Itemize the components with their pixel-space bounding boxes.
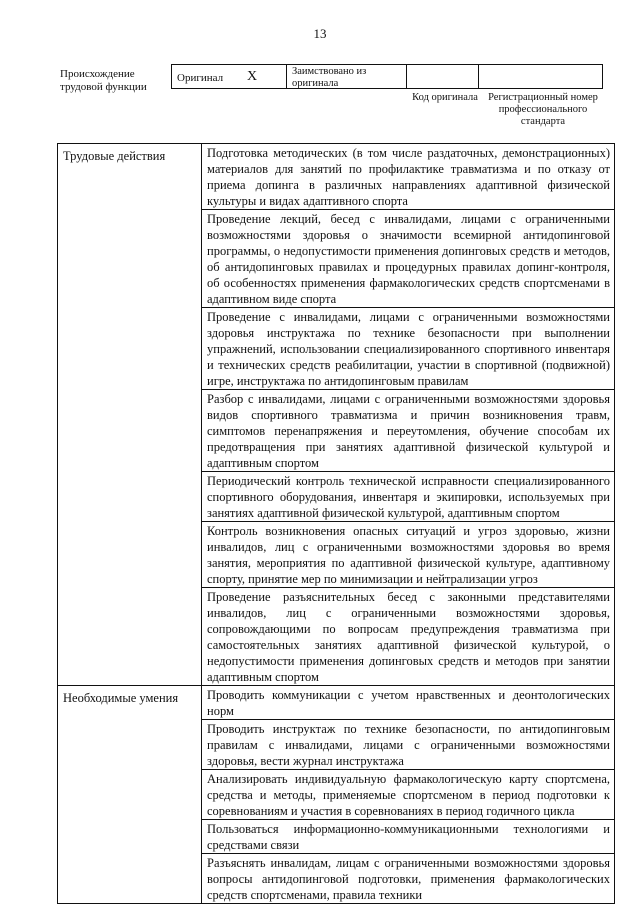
borrowed-label: Заимствовано из оригинала: [292, 66, 367, 89]
original-label: Оригинал: [177, 72, 224, 84]
registration-number-cell: [479, 65, 602, 88]
registration-number-caption: Регистрационный номер профессионального стандарта: [488, 92, 598, 127]
section-required-skills: [58, 685, 614, 903]
table-cell: Проводить инструктаж по технике безопасности, по антидопинговым правилам с инвалидами, лицами с ограниченными возможностями здоровья, вести журнал инструктажа: [202, 719, 614, 769]
table-cell: Периодический контроль технической исправности специализированного спортивного оборудования, инвентаря и экипировки, используемых при занятиях адаптивной физической культурой, адаптивным спортом: [202, 471, 614, 521]
table-cell: Разъяснять инвалидам, лицам с ограниченными возможностями здоровья вопросы антидопинговой подготовки, применения фармакологических средств спортсменами, правила техники: [202, 853, 614, 903]
original-cell: [172, 65, 287, 88]
table-cell: Подготовка методических (в том числе раздаточных, демонстрационных) материалов для занятий по профилактике травматизма и по отказу от приема допинга в различных направлениях адаптивной физической культуры и видах адаптивного спорта: [207, 146, 610, 208]
table-cell: Проведение лекций, бесед с инвалидами, лицами с ограниченными возможностями здоровья о значимости всемирной антидопинговой программы, о недопустимости применения допинговых средств и методов, об антидопинговых правилах и процедурных правилах допинг-контроля, об особенностях применения фармакологических средств спортсменами в адаптивном виде спорта: [202, 209, 614, 307]
origin-table: [171, 64, 603, 89]
function-table: [57, 143, 615, 904]
table-cell: Разбор с инвалидами, лицами с ограниченными возможностями здоровья видов спортивного травматизма и причин возникновения травм, симптомов перенапряжения и переутомления, обучение способам их предотвращения при занятиях адаптивной физической культурой и адаптивным спортом: [202, 389, 614, 471]
origin-label: Происхождение трудовой функции: [60, 68, 147, 93]
table-cell: Пользоваться информационно-коммуникационными технологиями и средствами связи: [202, 819, 614, 853]
section-label: Необходимые умения: [58, 686, 202, 903]
table-cell: Проведение разъяснительных бесед с законными представителями инвалидов, лиц с ограниченными возможностями здоровья, сопровождающими по вопросам предупреждения травматизма при самостоятельных занятиях адаптивной физической культурой, о недопустимости применения допинговых средств и методов при занятии адаптивным спортом: [202, 587, 614, 685]
section-items: [202, 686, 614, 903]
table-cell: Проведение с инвалидами, лицами с ограниченными возможностями здоровья инструктажа по технике безопасности при выполнении упражнений, использовании специализированного спортивного инвентаря и технических средств реабилитации, участии в спортивной (подвижной) игре, инструктажа по антидопинговым правилам: [202, 307, 614, 389]
section-labor-actions: [58, 144, 614, 685]
table-cell: Проводить коммуникации с учетом нравственных и деонтологических норм: [207, 688, 610, 718]
original-code-caption: Код оригинала: [412, 92, 478, 103]
table-cell: Контроль возникновения опасных ситуаций и угроз здоровью, жизни инвалидов, лиц с ограниченными возможностями здоровья во время занятия, мероприятия по адаптивной физической культуре, адаптивному спорту, принятие мер по минимизации и нейтрализации угроз: [202, 521, 614, 587]
original-code-cell: [407, 65, 479, 88]
borrowed-cell: [287, 65, 407, 88]
section-items: [202, 144, 614, 685]
original-mark: X: [247, 69, 258, 84]
page-number: 13: [313, 26, 327, 41]
table-cell: Анализировать индивидуальную фармакологическую карту спортсмена, средства и методы, применяемые спортсменом в период подготовки к соревнованиям и участия в соревнованиях в период годичного цикла: [202, 769, 614, 819]
section-label: Трудовые действия: [58, 144, 202, 685]
